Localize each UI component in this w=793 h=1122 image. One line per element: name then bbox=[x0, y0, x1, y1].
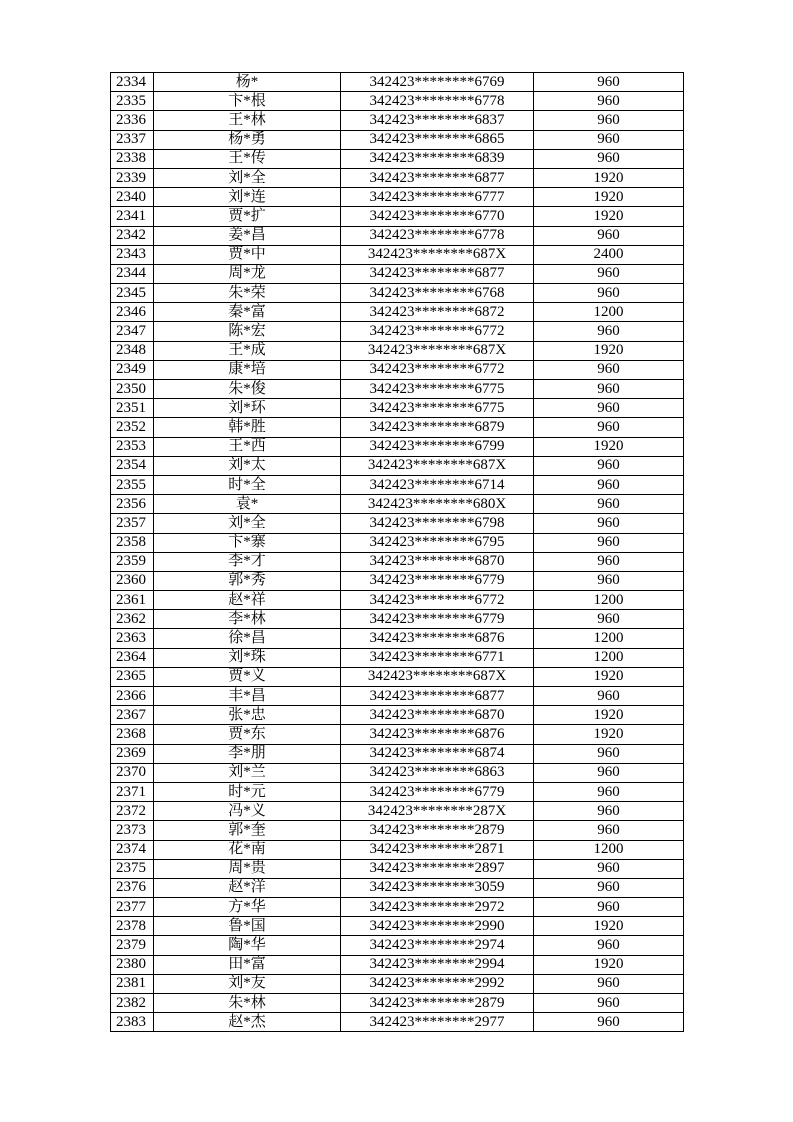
table-row bbox=[111, 610, 684, 629]
id-number-cell: 342423********6770 bbox=[341, 207, 534, 226]
amount-cell: 960 bbox=[534, 418, 684, 437]
amount-cell: 960 bbox=[534, 264, 684, 283]
name-cell: 花*南 bbox=[154, 840, 341, 859]
table-row bbox=[111, 763, 684, 782]
name-cell: 徐*昌 bbox=[154, 629, 341, 648]
id-number-cell: 342423********2871 bbox=[341, 840, 534, 859]
name-cell: 郭*秀 bbox=[154, 571, 341, 590]
id-number-cell: 342423********6876 bbox=[341, 629, 534, 648]
id-number-cell: 342423********6778 bbox=[341, 226, 534, 245]
id-number-cell: 342423********6769 bbox=[341, 73, 534, 92]
name-cell: 李*林 bbox=[154, 610, 341, 629]
name-cell: 刘*全 bbox=[154, 514, 341, 533]
row-number-cell: 2339 bbox=[111, 168, 154, 187]
amount-cell: 960 bbox=[534, 994, 684, 1013]
table-row bbox=[111, 859, 684, 878]
table-row bbox=[111, 994, 684, 1013]
amount-cell: 960 bbox=[534, 399, 684, 418]
table-row bbox=[111, 552, 684, 571]
table-row bbox=[111, 111, 684, 130]
row-number-cell: 2369 bbox=[111, 744, 154, 763]
id-number-cell: 342423********2992 bbox=[341, 974, 534, 993]
amount-cell: 1920 bbox=[534, 917, 684, 936]
row-number-cell: 2375 bbox=[111, 859, 154, 878]
amount-cell: 960 bbox=[534, 380, 684, 399]
table-row bbox=[111, 1013, 684, 1032]
table-row bbox=[111, 437, 684, 456]
table-row bbox=[111, 667, 684, 686]
amount-cell: 960 bbox=[534, 92, 684, 111]
amount-cell: 960 bbox=[534, 322, 684, 341]
amount-cell: 960 bbox=[534, 514, 684, 533]
table-row bbox=[111, 418, 684, 437]
name-cell: 陶*华 bbox=[154, 936, 341, 955]
amount-cell: 960 bbox=[534, 284, 684, 303]
table-row bbox=[111, 360, 684, 379]
table-row bbox=[111, 974, 684, 993]
id-number-cell: 342423********687X bbox=[341, 341, 534, 360]
table-row bbox=[111, 936, 684, 955]
amount-cell: 960 bbox=[534, 533, 684, 552]
name-cell: 冯*义 bbox=[154, 802, 341, 821]
id-number-cell: 342423********6772 bbox=[341, 322, 534, 341]
row-number-cell: 2371 bbox=[111, 782, 154, 801]
row-number-cell: 2347 bbox=[111, 322, 154, 341]
id-number-cell: 342423********6795 bbox=[341, 533, 534, 552]
amount-cell: 960 bbox=[534, 936, 684, 955]
name-cell: 袁* bbox=[154, 495, 341, 514]
amount-cell: 960 bbox=[534, 763, 684, 782]
amount-cell: 960 bbox=[534, 821, 684, 840]
row-number-cell: 2373 bbox=[111, 821, 154, 840]
amount-cell: 1920 bbox=[534, 168, 684, 187]
row-number-cell: 2366 bbox=[111, 687, 154, 706]
name-cell: 周*龙 bbox=[154, 264, 341, 283]
name-cell: 王*林 bbox=[154, 111, 341, 130]
subsidy-table bbox=[110, 72, 684, 1032]
amount-cell: 960 bbox=[534, 552, 684, 571]
table-row bbox=[111, 591, 684, 610]
name-cell: 王*西 bbox=[154, 437, 341, 456]
table-body bbox=[111, 73, 684, 1032]
amount-cell: 960 bbox=[534, 974, 684, 993]
row-number-cell: 2380 bbox=[111, 955, 154, 974]
id-number-cell: 342423********6772 bbox=[341, 591, 534, 610]
table-row bbox=[111, 955, 684, 974]
row-number-cell: 2346 bbox=[111, 303, 154, 322]
id-number-cell: 342423********3059 bbox=[341, 878, 534, 897]
name-cell: 韩*胜 bbox=[154, 418, 341, 437]
row-number-cell: 2358 bbox=[111, 533, 154, 552]
amount-cell: 1920 bbox=[534, 207, 684, 226]
name-cell: 刘*珠 bbox=[154, 648, 341, 667]
name-cell: 周*贵 bbox=[154, 859, 341, 878]
row-number-cell: 2345 bbox=[111, 284, 154, 303]
row-number-cell: 2348 bbox=[111, 341, 154, 360]
amount-cell: 1920 bbox=[534, 188, 684, 207]
table-row bbox=[111, 629, 684, 648]
row-number-cell: 2367 bbox=[111, 706, 154, 725]
id-number-cell: 342423********6863 bbox=[341, 763, 534, 782]
amount-cell: 1920 bbox=[534, 437, 684, 456]
id-number-cell: 342423********6778 bbox=[341, 92, 534, 111]
id-number-cell: 342423********6779 bbox=[341, 610, 534, 629]
amount-cell: 1200 bbox=[534, 629, 684, 648]
amount-cell: 960 bbox=[534, 73, 684, 92]
table-row bbox=[111, 898, 684, 917]
table-row bbox=[111, 725, 684, 744]
table-row bbox=[111, 648, 684, 667]
amount-cell: 960 bbox=[534, 475, 684, 494]
id-number-cell: 342423********6772 bbox=[341, 360, 534, 379]
name-cell: 朱*俊 bbox=[154, 380, 341, 399]
name-cell: 陈*宏 bbox=[154, 322, 341, 341]
name-cell: 张*忠 bbox=[154, 706, 341, 725]
table-row bbox=[111, 264, 684, 283]
row-number-cell: 2377 bbox=[111, 898, 154, 917]
id-number-cell: 342423********6775 bbox=[341, 399, 534, 418]
name-cell: 丰*昌 bbox=[154, 687, 341, 706]
id-number-cell: 342423********6779 bbox=[341, 571, 534, 590]
row-number-cell: 2360 bbox=[111, 571, 154, 590]
amount-cell: 960 bbox=[534, 360, 684, 379]
row-number-cell: 2374 bbox=[111, 840, 154, 859]
table-row bbox=[111, 322, 684, 341]
name-cell: 赵*洋 bbox=[154, 878, 341, 897]
table-row bbox=[111, 245, 684, 264]
name-cell: 赵*杰 bbox=[154, 1013, 341, 1032]
id-number-cell: 342423********6799 bbox=[341, 437, 534, 456]
name-cell: 杨*勇 bbox=[154, 130, 341, 149]
table-row bbox=[111, 802, 684, 821]
row-number-cell: 2336 bbox=[111, 111, 154, 130]
table-row bbox=[111, 380, 684, 399]
id-number-cell: 342423********6798 bbox=[341, 514, 534, 533]
amount-cell: 960 bbox=[534, 898, 684, 917]
table-row bbox=[111, 188, 684, 207]
amount-cell: 960 bbox=[534, 610, 684, 629]
amount-cell: 960 bbox=[534, 456, 684, 475]
name-cell: 卞*根 bbox=[154, 92, 341, 111]
name-cell: 时*全 bbox=[154, 475, 341, 494]
row-number-cell: 2342 bbox=[111, 226, 154, 245]
row-number-cell: 2352 bbox=[111, 418, 154, 437]
amount-cell: 1200 bbox=[534, 648, 684, 667]
id-number-cell: 342423********6870 bbox=[341, 706, 534, 725]
table-row bbox=[111, 514, 684, 533]
name-cell: 朱*林 bbox=[154, 994, 341, 1013]
table-row bbox=[111, 821, 684, 840]
row-number-cell: 2368 bbox=[111, 725, 154, 744]
table-row bbox=[111, 744, 684, 763]
name-cell: 王*传 bbox=[154, 149, 341, 168]
table-row bbox=[111, 168, 684, 187]
id-number-cell: 342423********6714 bbox=[341, 475, 534, 494]
name-cell: 贾*义 bbox=[154, 667, 341, 686]
id-number-cell: 342423********6779 bbox=[341, 782, 534, 801]
id-number-cell: 342423********6876 bbox=[341, 725, 534, 744]
amount-cell: 960 bbox=[534, 111, 684, 130]
row-number-cell: 2376 bbox=[111, 878, 154, 897]
row-number-cell: 2365 bbox=[111, 667, 154, 686]
row-number-cell: 2354 bbox=[111, 456, 154, 475]
name-cell: 刘*太 bbox=[154, 456, 341, 475]
row-number-cell: 2344 bbox=[111, 264, 154, 283]
row-number-cell: 2362 bbox=[111, 610, 154, 629]
row-number-cell: 2363 bbox=[111, 629, 154, 648]
id-number-cell: 342423********2990 bbox=[341, 917, 534, 936]
table-row bbox=[111, 341, 684, 360]
amount-cell: 960 bbox=[534, 130, 684, 149]
amount-cell: 1920 bbox=[534, 341, 684, 360]
table-row bbox=[111, 840, 684, 859]
name-cell: 刘*连 bbox=[154, 188, 341, 207]
id-number-cell: 342423********6865 bbox=[341, 130, 534, 149]
row-number-cell: 2351 bbox=[111, 399, 154, 418]
id-number-cell: 342423********2977 bbox=[341, 1013, 534, 1032]
row-number-cell: 2379 bbox=[111, 936, 154, 955]
row-number-cell: 2381 bbox=[111, 974, 154, 993]
amount-cell: 1920 bbox=[534, 667, 684, 686]
row-number-cell: 2372 bbox=[111, 802, 154, 821]
amount-cell: 960 bbox=[534, 687, 684, 706]
row-number-cell: 2357 bbox=[111, 514, 154, 533]
id-number-cell: 342423********6870 bbox=[341, 552, 534, 571]
table-row bbox=[111, 130, 684, 149]
id-number-cell: 342423********6877 bbox=[341, 687, 534, 706]
table-row bbox=[111, 533, 684, 552]
row-number-cell: 2353 bbox=[111, 437, 154, 456]
id-number-cell: 342423********687X bbox=[341, 667, 534, 686]
id-number-cell: 342423********6872 bbox=[341, 303, 534, 322]
amount-cell: 960 bbox=[534, 1013, 684, 1032]
row-number-cell: 2335 bbox=[111, 92, 154, 111]
name-cell: 卞*寨 bbox=[154, 533, 341, 552]
name-cell: 鲁*国 bbox=[154, 917, 341, 936]
amount-cell: 1200 bbox=[534, 303, 684, 322]
id-number-cell: 342423********6879 bbox=[341, 418, 534, 437]
id-number-cell: 342423********6839 bbox=[341, 149, 534, 168]
name-cell: 刘*友 bbox=[154, 974, 341, 993]
name-cell: 刘*兰 bbox=[154, 763, 341, 782]
id-number-cell: 342423********6777 bbox=[341, 188, 534, 207]
id-number-cell: 342423********2897 bbox=[341, 859, 534, 878]
table-row bbox=[111, 73, 684, 92]
id-number-cell: 342423********2879 bbox=[341, 994, 534, 1013]
row-number-cell: 2355 bbox=[111, 475, 154, 494]
name-cell: 王*成 bbox=[154, 341, 341, 360]
id-number-cell: 342423********2879 bbox=[341, 821, 534, 840]
id-number-cell: 342423********6877 bbox=[341, 264, 534, 283]
row-number-cell: 2378 bbox=[111, 917, 154, 936]
row-number-cell: 2341 bbox=[111, 207, 154, 226]
name-cell: 贾*扩 bbox=[154, 207, 341, 226]
row-number-cell: 2364 bbox=[111, 648, 154, 667]
id-number-cell: 342423********6768 bbox=[341, 284, 534, 303]
id-number-cell: 342423********2994 bbox=[341, 955, 534, 974]
row-number-cell: 2383 bbox=[111, 1013, 154, 1032]
table-row bbox=[111, 207, 684, 226]
table-row bbox=[111, 475, 684, 494]
amount-cell: 1200 bbox=[534, 591, 684, 610]
id-number-cell: 342423********687X bbox=[341, 245, 534, 264]
name-cell: 刘*全 bbox=[154, 168, 341, 187]
amount-cell: 1200 bbox=[534, 840, 684, 859]
id-number-cell: 342423********2974 bbox=[341, 936, 534, 955]
name-cell: 康*培 bbox=[154, 360, 341, 379]
amount-cell: 960 bbox=[534, 495, 684, 514]
name-cell: 郭*奎 bbox=[154, 821, 341, 840]
amount-cell: 960 bbox=[534, 859, 684, 878]
name-cell: 朱*荣 bbox=[154, 284, 341, 303]
id-number-cell: 342423********2972 bbox=[341, 898, 534, 917]
amount-cell: 960 bbox=[534, 226, 684, 245]
id-number-cell: 342423********287X bbox=[341, 802, 534, 821]
row-number-cell: 2338 bbox=[111, 149, 154, 168]
name-cell: 田*富 bbox=[154, 955, 341, 974]
table-row bbox=[111, 706, 684, 725]
row-number-cell: 2337 bbox=[111, 130, 154, 149]
name-cell: 贾*中 bbox=[154, 245, 341, 264]
amount-cell: 960 bbox=[534, 744, 684, 763]
id-number-cell: 342423********687X bbox=[341, 456, 534, 475]
name-cell: 赵*祥 bbox=[154, 591, 341, 610]
row-number-cell: 2370 bbox=[111, 763, 154, 782]
name-cell: 杨* bbox=[154, 73, 341, 92]
amount-cell: 1920 bbox=[534, 706, 684, 725]
row-number-cell: 2349 bbox=[111, 360, 154, 379]
id-number-cell: 342423********6775 bbox=[341, 380, 534, 399]
name-cell: 姜*昌 bbox=[154, 226, 341, 245]
id-number-cell: 342423********680X bbox=[341, 495, 534, 514]
table-row bbox=[111, 495, 684, 514]
name-cell: 刘*环 bbox=[154, 399, 341, 418]
row-number-cell: 2343 bbox=[111, 245, 154, 264]
name-cell: 李*朋 bbox=[154, 744, 341, 763]
table-row bbox=[111, 303, 684, 322]
id-number-cell: 342423********6771 bbox=[341, 648, 534, 667]
row-number-cell: 2359 bbox=[111, 552, 154, 571]
amount-cell: 960 bbox=[534, 782, 684, 801]
id-number-cell: 342423********6877 bbox=[341, 168, 534, 187]
amount-cell: 960 bbox=[534, 149, 684, 168]
amount-cell: 1920 bbox=[534, 955, 684, 974]
row-number-cell: 2334 bbox=[111, 73, 154, 92]
name-cell: 方*华 bbox=[154, 898, 341, 917]
name-cell: 贾*东 bbox=[154, 725, 341, 744]
row-number-cell: 2356 bbox=[111, 495, 154, 514]
table-row bbox=[111, 571, 684, 590]
row-number-cell: 2382 bbox=[111, 994, 154, 1013]
table-row bbox=[111, 226, 684, 245]
table-row bbox=[111, 782, 684, 801]
amount-cell: 1920 bbox=[534, 725, 684, 744]
amount-cell: 960 bbox=[534, 802, 684, 821]
table-row bbox=[111, 917, 684, 936]
row-number-cell: 2340 bbox=[111, 188, 154, 207]
row-number-cell: 2350 bbox=[111, 380, 154, 399]
table-row bbox=[111, 149, 684, 168]
name-cell: 时*元 bbox=[154, 782, 341, 801]
table-row bbox=[111, 456, 684, 475]
amount-cell: 2400 bbox=[534, 245, 684, 264]
name-cell: 李*才 bbox=[154, 552, 341, 571]
table-row bbox=[111, 878, 684, 897]
amount-cell: 960 bbox=[534, 571, 684, 590]
id-number-cell: 342423********6874 bbox=[341, 744, 534, 763]
table-row bbox=[111, 284, 684, 303]
id-number-cell: 342423********6837 bbox=[341, 111, 534, 130]
name-cell: 秦*富 bbox=[154, 303, 341, 322]
amount-cell: 960 bbox=[534, 878, 684, 897]
row-number-cell: 2361 bbox=[111, 591, 154, 610]
table-row bbox=[111, 399, 684, 418]
table-row bbox=[111, 687, 684, 706]
table-row bbox=[111, 92, 684, 111]
